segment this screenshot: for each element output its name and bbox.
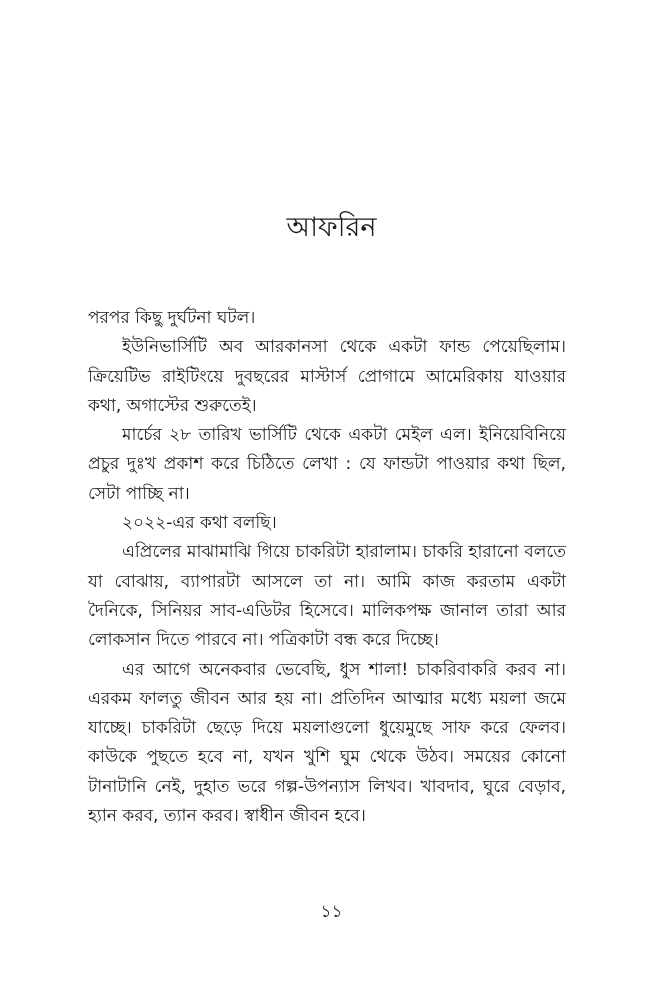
paragraph: পরপর কিছু দুর্ঘটনা ঘটল।: [88, 308, 256, 328]
chapter-title: আফরিন: [286, 212, 377, 243]
chapter-body: [88, 304, 566, 831]
paragraph: ইউনিভার্সিটি অব আরকানসা থেকে একটা ফান্ড পেয়েছিলাম। ক্রিয়েটিভ রাইটিংয়ে দুবছরের মাস্টার্স প্রোগামে আমেরিকায় যাওয়ার কথা, অগাস্টের শুরুতেই।: [88, 337, 566, 416]
paragraph: মার্চের ২৮ তারিখ ভার্সিটি থেকে একটা মেইল এল। ইনিয়েবিনিয়ে প্রচুর দুঃখ প্রকাশ করে চিঠিতে লেখা : যে ফান্ডটা পাওয়ার কথা ছিল, সেটা পাচ্ছি না।: [88, 425, 566, 504]
paragraph: এপ্রিলের মাঝামাঝি গিয়ে চাকরিটা হারালাম। চাকরি হারানো বলতে যা বোঝায়, ব্যাপারটা আসলে তা না। আমি কাজ করতাম একটা দৈনিকে, সিনিয়র সাব-এডিটর হিসেবে। মালিকপক্ষ জানাল তারা আর লোকসান দিতে পারবে না। পত্রিকাটা বন্ধ করে দিচ্ছে।: [88, 542, 566, 651]
page-number: ১১: [320, 902, 343, 922]
paragraph: ২০২২-এর কথা বলছি।: [122, 513, 277, 534]
paragraph: এর আগে অনেকবার ভেবেছি, ধুস শালা! চাকরিবাকরি করব না। এরকম ফালতু জীবন আর হয় না। প্রতিদিন আত্মার মধ্যে ময়লা জমে যাচ্ছে। চাকরিটা ছেড়ে দিয়ে ময়লাগুলো ধুয়েমুছে সাফ করে ফেলব। কাউকে পুছতে হবে না, যখন খুশি ঘুম থেকে উঠব। সময়ের কোনো টানাটানি নেই, দুহাত ভরে গল্প-উপন্যাস লিখব। খাবদাব, ঘুরে বেড়াব, হ্যান করব, ত্যান করব। স্বাধীন জীবন হবে।: [88, 659, 566, 827]
